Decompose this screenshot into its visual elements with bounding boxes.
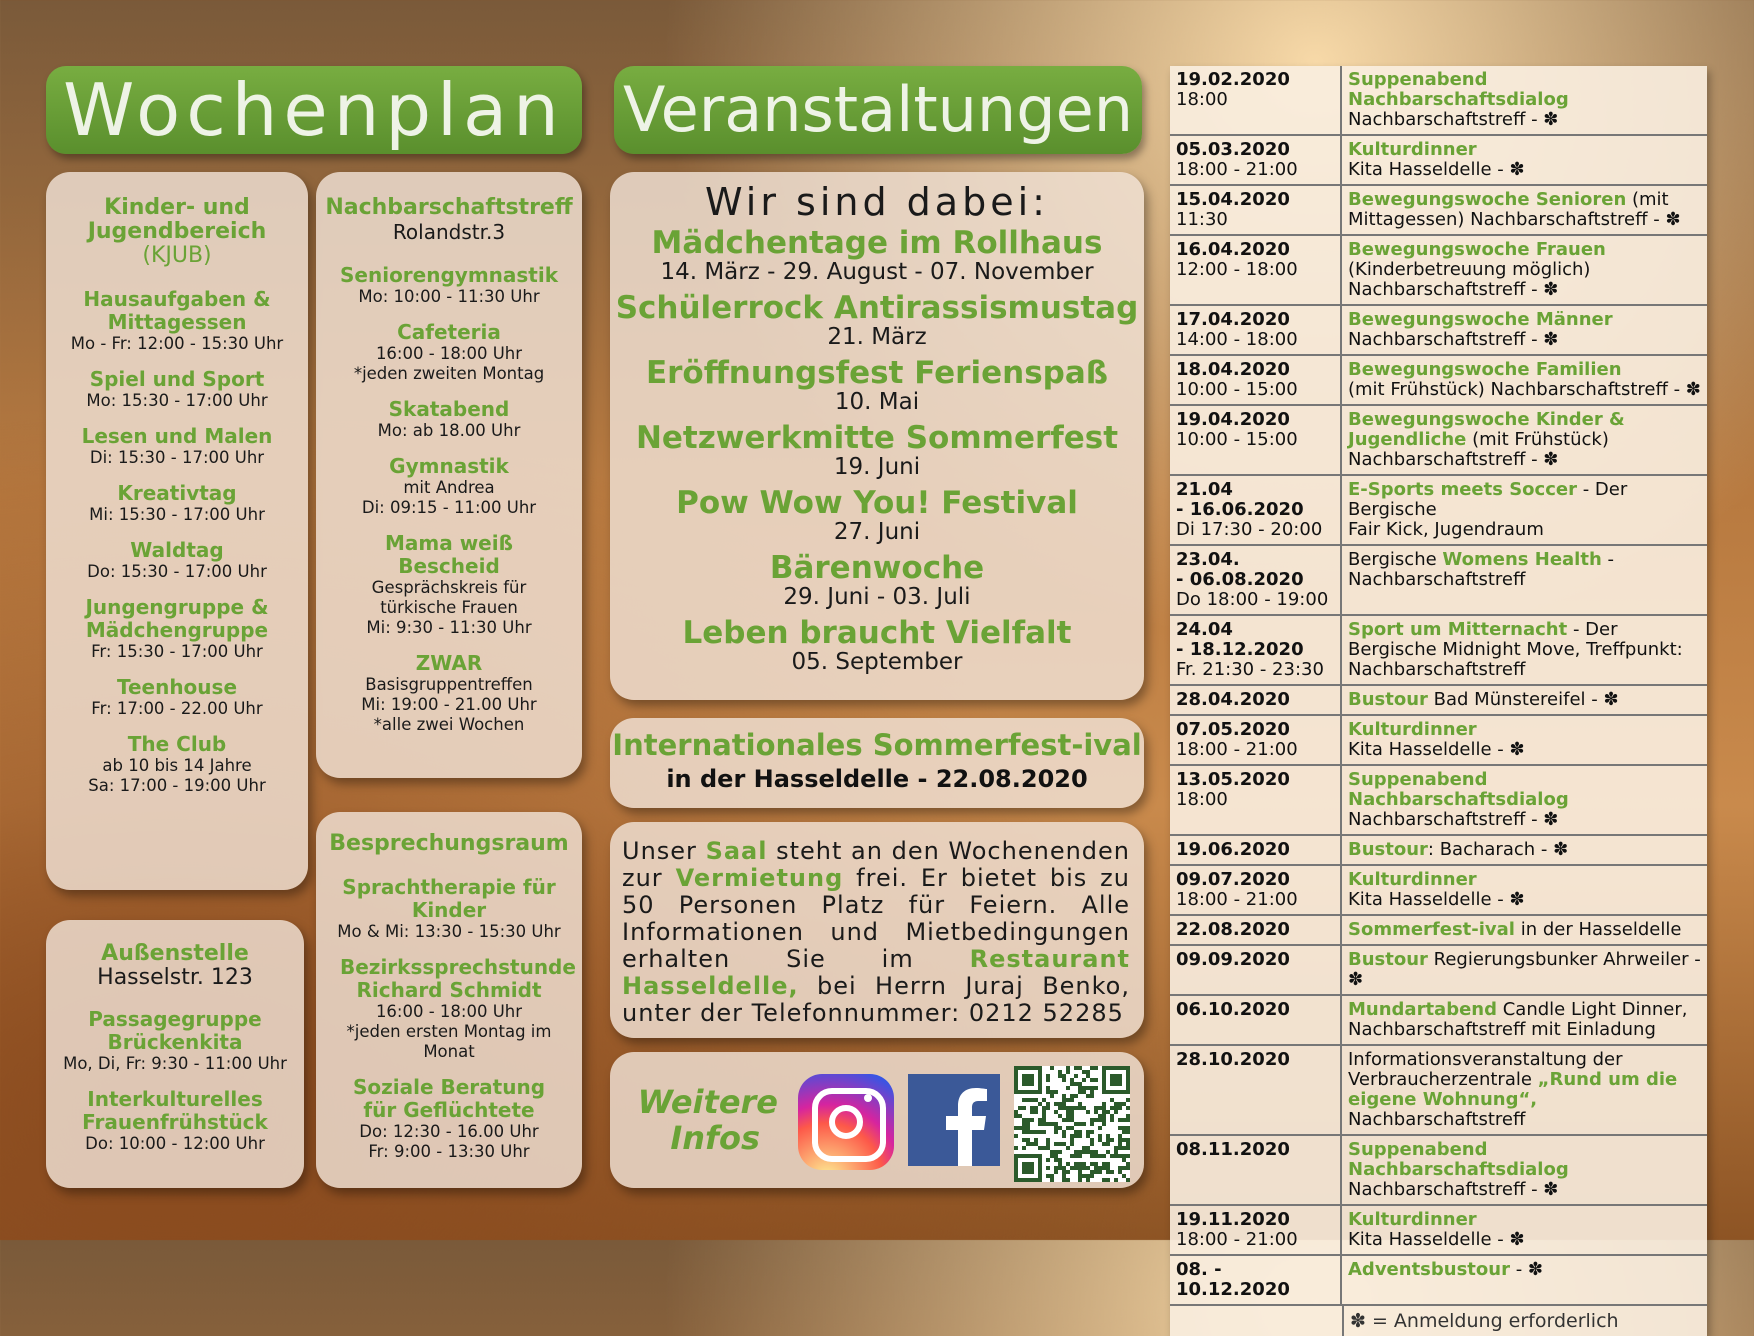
schedule-date-cell bbox=[1170, 186, 1342, 234]
schedule-date: 08.11.2020 bbox=[1176, 1139, 1290, 1160]
block-detail: Di: 09:15 - 11:00 Uhr bbox=[361, 498, 537, 517]
block-detail: Fr: 9:00 - 13:30 Uhr bbox=[368, 1142, 530, 1161]
schedule-date-cell bbox=[1170, 946, 1342, 994]
schedule-event-name: Bewegungswoche Frauen bbox=[1348, 239, 1606, 260]
schedule-block bbox=[316, 532, 582, 638]
schedule-event-cell bbox=[1342, 716, 1707, 764]
wochenplan-header: Wochenplan bbox=[46, 66, 582, 154]
schedule-date-cell bbox=[1170, 1136, 1342, 1204]
schedule-event-prefix: Bergische bbox=[1348, 549, 1443, 570]
instagram-icon[interactable] bbox=[798, 1074, 894, 1170]
infos-line2: Infos bbox=[670, 1119, 760, 1157]
block-detail: ab 10 bis 14 Jahre bbox=[102, 756, 252, 775]
schedule-event-cell bbox=[1342, 186, 1707, 234]
schedule-event-name: Suppenabend Nachbarschaftsdialog bbox=[1348, 69, 1569, 110]
schedule-event-name: E-Sports meets Soccer bbox=[1348, 479, 1577, 500]
schedule-event-cell bbox=[1342, 946, 1707, 994]
schedule-date: 16.04.2020 bbox=[1176, 239, 1290, 260]
schedule-row bbox=[1170, 136, 1707, 186]
schedule-block bbox=[46, 733, 308, 796]
schedule-date: 28.04.2020 bbox=[1176, 689, 1290, 710]
block-title: Interkulturelles Frauenfrühstück bbox=[82, 1087, 268, 1134]
schedule-time: 18:00 - 21:00 bbox=[1176, 159, 1298, 180]
block-detail: *alle zwei Wochen bbox=[373, 715, 525, 734]
schedule-date: 07.05.2020 bbox=[1176, 719, 1290, 740]
schedule-row bbox=[1170, 406, 1707, 476]
saal-panel bbox=[610, 822, 1144, 1038]
schedule-row bbox=[1170, 836, 1707, 866]
schedule-date-cell bbox=[1170, 406, 1342, 474]
schedule-block bbox=[46, 676, 308, 719]
schedule-event-name: Suppenabend Nachbarschaftsdialog bbox=[1348, 1139, 1569, 1180]
schedule-block bbox=[46, 1088, 304, 1154]
schedule-date: 06.10.2020 bbox=[1176, 999, 1290, 1020]
schedule-date-cell bbox=[1170, 996, 1342, 1044]
schedule-event-line2: Nachbarschaftstreff - ✽ bbox=[1348, 109, 1559, 130]
schedule-event-cell bbox=[1342, 406, 1707, 474]
block-detail: Mi: 15:30 - 17:00 Uhr bbox=[89, 505, 265, 524]
schedule-event-rest: Bad Münstereifel - ✽ bbox=[1427, 689, 1619, 710]
nachbarschaftstreff-panel bbox=[316, 172, 582, 778]
saal-text-1: Unser bbox=[622, 837, 697, 865]
schedule-time: 10:00 - 15:00 bbox=[1176, 429, 1298, 450]
block-detail: 16:00 - 18:00 Uhr bbox=[375, 344, 523, 363]
schedule-event-name: „Rund um die eigene Wohnung“, bbox=[1348, 1069, 1678, 1110]
schedule-block bbox=[46, 425, 308, 468]
schedule-event-cell bbox=[1342, 306, 1707, 354]
event-title: Eröffnungsfest Ferienspaß bbox=[645, 355, 1109, 391]
schedule-date: 28.10.2020 bbox=[1176, 1049, 1290, 1070]
schedule-time: 14:00 - 18:00 bbox=[1176, 329, 1298, 350]
block-title: Hausaufgaben & Mittagessen bbox=[83, 287, 271, 334]
schedule-date-cell bbox=[1170, 866, 1342, 914]
schedule-event-name: Sport um Mitternacht bbox=[1348, 619, 1568, 640]
schedule-time: Di 17:30 - 20:00 bbox=[1176, 519, 1323, 540]
block-detail: *jeden zweiten Montag bbox=[353, 364, 545, 383]
schedule-event-name: Kulturdinner bbox=[1348, 719, 1477, 740]
schedule-time: 18:00 bbox=[1176, 789, 1228, 810]
schedule-event-name: Womens Health bbox=[1442, 549, 1602, 570]
schedule-block bbox=[316, 956, 582, 1062]
schedule-event-line2: Nachbarschaftstreff mit Einladung bbox=[1348, 1019, 1656, 1040]
schedule-event-line2: Nachbarschaftstreff - ✽ bbox=[1348, 1179, 1559, 1200]
block-title: Skatabend bbox=[388, 397, 510, 421]
schedule-block bbox=[316, 264, 582, 307]
schedule-event-name: Bewegungswoche Familien bbox=[1348, 359, 1622, 380]
schedule-time: Do 18:00 - 19:00 bbox=[1176, 589, 1329, 610]
block-detail: Mi: 19:00 - 21.00 Uhr bbox=[361, 695, 537, 714]
block-detail: Mo, Di, Fr: 9:30 - 11:00 Uhr bbox=[63, 1054, 287, 1073]
schedule-date-cell bbox=[1170, 686, 1342, 714]
schedule-date: 18.04.2020 bbox=[1176, 359, 1290, 380]
saal-text-3: frei. Er bietet bis zu 50 Personen Platz für Feiern. Alle Informationen und Mietbedingungen erhalten Sie im bbox=[622, 864, 1130, 973]
schedule-row bbox=[1170, 1206, 1707, 1256]
schedule-block bbox=[316, 398, 582, 441]
schedule-event-name: Bewegungswoche Männer bbox=[1348, 309, 1613, 330]
schedule-date: 05.03.2020 bbox=[1176, 139, 1290, 160]
schedule-date-cell bbox=[1170, 766, 1342, 834]
block-title: Seniorengymnastik bbox=[340, 263, 559, 287]
block-title: Jungengruppe & Mädchengruppe bbox=[85, 595, 269, 642]
sommerfest-subtitle: in der Hasseldelle - 22.08.2020 bbox=[666, 765, 1088, 793]
schedule-time: 11:30 bbox=[1176, 209, 1228, 230]
nachbarschaftstreff-address: Rolandstr.3 bbox=[392, 220, 506, 244]
block-title: Gymnastik bbox=[389, 454, 509, 478]
schedule-event-cell bbox=[1342, 236, 1707, 304]
schedule-event-rest: Nachbarschaftstreff bbox=[1348, 1109, 1526, 1130]
block-title: Kreativtag bbox=[117, 481, 237, 505]
schedule-event-line2: Kita Hasseldelle - ✽ bbox=[1348, 739, 1525, 760]
schedule-date: 13.05.2020 bbox=[1176, 769, 1290, 790]
event-date: 19. Juni bbox=[833, 454, 921, 480]
schedule-event-line2: Bergische Midnight Move, Treffpunkt: bbox=[1348, 639, 1683, 660]
schedule-row bbox=[1170, 616, 1707, 686]
schedule-event-name: Bewegungswoche Senioren bbox=[1348, 189, 1627, 210]
block-detail: Sa: 17:00 - 19:00 Uhr bbox=[88, 776, 266, 795]
block-detail: Do: 15:30 - 17:00 Uhr bbox=[87, 562, 267, 581]
schedule-event-cell bbox=[1342, 1136, 1707, 1204]
schedule-block bbox=[316, 321, 582, 384]
schedule-block bbox=[46, 368, 308, 411]
schedule-date-end: - 18.12.2020 bbox=[1176, 639, 1304, 660]
besprechungsraum-title: Besprechungsraum bbox=[329, 831, 569, 856]
schedule-event-cell bbox=[1342, 686, 1707, 714]
block-detail: Mo & Mi: 13:30 - 15:30 Uhr bbox=[337, 922, 561, 941]
schedule-event-rest: (mit bbox=[1626, 189, 1669, 210]
events-panel bbox=[610, 172, 1144, 700]
block-title: Lesen und Malen bbox=[81, 424, 273, 448]
saal-text-4: bei Herrn Juraj Benko, unter der Telefonnummer: 0212 52285 bbox=[622, 972, 1130, 1027]
schedule-block bbox=[46, 1008, 304, 1074]
schedule-date: 09.09.2020 bbox=[1176, 949, 1290, 970]
block-detail: *jeden ersten Montag im Monat bbox=[346, 1022, 552, 1061]
schedule-event-name: Kulturdinner bbox=[1348, 1209, 1477, 1230]
schedule-row bbox=[1170, 766, 1707, 836]
schedule-event-rest: Candle Light Dinner, bbox=[1497, 999, 1688, 1020]
schedule-row bbox=[1170, 1136, 1707, 1206]
schedule-date-end: - 06.08.2020 bbox=[1176, 569, 1304, 590]
event-date: 05. September bbox=[791, 649, 963, 675]
schedule-date: 21.04 bbox=[1176, 479, 1233, 500]
schedule-event-name: Bustour bbox=[1348, 839, 1428, 860]
schedule-event-cell bbox=[1342, 136, 1707, 184]
schedule-event-rest: - Der bbox=[1567, 619, 1618, 640]
kjub-panel bbox=[46, 172, 308, 890]
schedule-event-cell bbox=[1342, 616, 1707, 684]
schedule-event-cell bbox=[1342, 916, 1707, 944]
schedule-row bbox=[1170, 946, 1707, 996]
infos-line1: Weitere bbox=[637, 1083, 778, 1121]
schedule-event-line2: Nachbarschaftstreff - ✽ bbox=[1348, 329, 1559, 350]
schedule-time: 18:00 - 21:00 bbox=[1176, 739, 1298, 760]
sommerfest-title: Internationales Sommerfest-ival bbox=[612, 728, 1142, 762]
schedule-date-cell bbox=[1170, 616, 1342, 684]
block-title: Sprachtherapie für Kinder bbox=[342, 875, 556, 922]
event-date: 29. Juni - 03. Juli bbox=[783, 584, 971, 610]
block-title: Spiel und Sport bbox=[89, 367, 265, 391]
schedule-event-cell bbox=[1342, 1046, 1707, 1134]
schedule-event-line2: Kita Hasseldelle - ✽ bbox=[1348, 889, 1525, 910]
block-detail: Mo: 15:30 - 17:00 Uhr bbox=[86, 391, 268, 410]
schedule-event-cell bbox=[1342, 1206, 1707, 1254]
schedule-date: 24.04 bbox=[1176, 619, 1233, 640]
schedule-event-cell bbox=[1342, 546, 1707, 614]
schedule-event-name: Kulturdinner bbox=[1348, 869, 1477, 890]
schedule-event-rest: Regierungsbunker Ahrweiler - ✽ bbox=[1348, 949, 1701, 990]
schedule-event-rest: - Der Bergische bbox=[1348, 479, 1628, 520]
schedule-date: 19.06.2020 bbox=[1176, 839, 1290, 860]
block-detail: Basisgruppentreffen bbox=[365, 675, 533, 694]
schedule-event-name: Sommerfest-ival bbox=[1348, 919, 1515, 940]
schedule-date-cell bbox=[1170, 66, 1342, 134]
schedule-event-line2: (Kinderbetreuung möglich) bbox=[1348, 259, 1591, 280]
schedule-event-line2: Nachbarschaftstreff bbox=[1348, 569, 1526, 590]
block-title: Passagegruppe Brückenkita bbox=[88, 1007, 262, 1054]
schedule-event-line2: Kita Hasseldelle - ✽ bbox=[1348, 159, 1525, 180]
registration-legend: ✽ = Anmeldung erforderlich bbox=[1350, 1310, 1619, 1332]
saal-text-2: steht an den Wochenenden zur bbox=[622, 837, 1131, 892]
schedule-event-name: Bustour bbox=[1348, 949, 1428, 970]
block-title: Teenhouse bbox=[116, 675, 238, 699]
schedule-date-cell bbox=[1170, 836, 1342, 864]
aussenstelle-address: Hasselstr. 123 bbox=[97, 965, 253, 990]
schedule-event-name: Bewegungswoche Kinder & Jugendliche bbox=[1348, 409, 1625, 450]
schedule-date: 09.07.2020 bbox=[1176, 869, 1290, 890]
block-title: Mama weiß Bescheid bbox=[385, 531, 513, 578]
schedule-event-line3: Nachbarschaftstreff bbox=[1348, 659, 1526, 680]
schedule-event-cell bbox=[1342, 66, 1707, 134]
nachbarschaftstreff-title: Nachbarschaftstreff bbox=[325, 195, 573, 220]
block-detail: Mo: 10:00 - 11:30 Uhr bbox=[358, 287, 540, 306]
schedule-date-cell bbox=[1170, 546, 1342, 614]
schedule-date-cell bbox=[1170, 306, 1342, 354]
event-date: 21. März bbox=[827, 324, 927, 350]
schedule-row bbox=[1170, 236, 1707, 306]
schedule-event-line2: Mittagessen) Nachbarschaftstreff - ✽ bbox=[1348, 209, 1681, 230]
schedule-event-cell bbox=[1342, 996, 1707, 1044]
block-detail: Di: 15:30 - 17:00 Uhr bbox=[89, 448, 265, 467]
block-detail: Do: 10:00 - 12:00 Uhr bbox=[85, 1134, 265, 1153]
schedule-date: 23.04. bbox=[1176, 549, 1240, 570]
event-date: 14. März - 29. August - 07. November bbox=[660, 259, 1094, 285]
event-title: Leben braucht Vielfalt bbox=[682, 615, 1072, 651]
schedule-date: 19.04.2020 bbox=[1176, 409, 1290, 430]
schedule-event-name: Suppenabend Nachbarschaftsdialog bbox=[1348, 769, 1569, 810]
event-date: 10. Mai bbox=[834, 389, 920, 415]
event-title: Mädchentage im Rollhaus bbox=[651, 225, 1103, 261]
schedule-event-cell bbox=[1342, 476, 1707, 544]
schedule-date: 22.08.2020 bbox=[1176, 919, 1290, 940]
schedule-row bbox=[1170, 866, 1707, 916]
schedule-block bbox=[316, 652, 582, 735]
aussenstelle-title: Außenstelle bbox=[101, 941, 249, 966]
block-detail: Do: 12:30 - 16.00 Uhr bbox=[359, 1122, 539, 1141]
block-title: Bezirkssprechstunde Richard Schmidt bbox=[340, 955, 576, 1002]
schedule-row bbox=[1170, 356, 1707, 406]
schedule-time: 12:00 - 18:00 bbox=[1176, 259, 1298, 280]
block-detail: Mi: 9:30 - 11:30 Uhr bbox=[366, 618, 532, 637]
schedule-time: 18:00 - 21:00 bbox=[1176, 1229, 1298, 1250]
schedule-date: 15.04.2020 bbox=[1176, 189, 1290, 210]
block-title: Soziale Beratung für Geflüchtete bbox=[352, 1075, 546, 1122]
schedule-event-prefix: Informationsveranstaltung der Verbraucherzentrale bbox=[1348, 1049, 1623, 1090]
event-title: Schülerrock Antirassismustag bbox=[615, 290, 1139, 326]
schedule-block bbox=[46, 482, 308, 525]
block-detail: Mo - Fr: 12:00 - 15:30 Uhr bbox=[70, 334, 284, 353]
vermietung-highlight: Vermietung bbox=[675, 864, 844, 892]
besprechungsraum-panel bbox=[316, 812, 582, 1188]
schedule-event-name: Bustour bbox=[1348, 689, 1428, 710]
schedule-row bbox=[1170, 306, 1707, 356]
facebook-icon[interactable] bbox=[908, 1074, 1000, 1166]
weitere-infos-label bbox=[628, 1084, 778, 1156]
schedule-row bbox=[1170, 716, 1707, 766]
schedule-date-cell bbox=[1170, 136, 1342, 184]
schedule-row bbox=[1170, 916, 1707, 946]
event-date: 27. Juni bbox=[833, 519, 921, 545]
schedule-date-cell bbox=[1170, 1046, 1342, 1134]
veranstaltungen-header: Veranstaltungen bbox=[614, 66, 1142, 154]
schedule-date-cell bbox=[1170, 1256, 1342, 1304]
sommerfest-panel bbox=[610, 718, 1144, 808]
event-title: Pow Wow You! Festival bbox=[676, 485, 1078, 521]
schedule-event-rest: in der Hasseldelle bbox=[1514, 919, 1682, 940]
schedule-date-cell bbox=[1170, 916, 1342, 944]
block-detail: 16:00 - 18:00 Uhr bbox=[375, 1002, 523, 1021]
schedule-date: 19.11.2020 bbox=[1176, 1209, 1290, 1230]
schedule-time: 18:00 - 21:00 bbox=[1176, 889, 1298, 910]
schedule-event-line2: Nachbarschaftstreff - ✽ bbox=[1348, 809, 1559, 830]
schedule-event-cell bbox=[1342, 866, 1707, 914]
schedule-event-name: Adventsbustour bbox=[1348, 1259, 1510, 1280]
schedule-event-rest: (mit Frühstück) bbox=[1466, 429, 1609, 450]
schedule-block bbox=[316, 1076, 582, 1162]
schedule-event-name: Mundartabend bbox=[1348, 999, 1497, 1020]
block-title: Waldtag bbox=[130, 538, 224, 562]
event-title: Netzwerkmitte Sommerfest bbox=[635, 420, 1119, 456]
saal-highlight: Saal bbox=[705, 837, 768, 865]
schedule-date-cell bbox=[1170, 236, 1342, 304]
block-title: ZWAR bbox=[415, 651, 483, 675]
aussenstelle-panel bbox=[46, 920, 304, 1188]
schedule-block bbox=[316, 455, 582, 518]
schedule-date-cell bbox=[1170, 356, 1342, 404]
schedule-row bbox=[1170, 1256, 1707, 1306]
schedule-row bbox=[1170, 546, 1707, 616]
schedule-event-line2: Nachbarschaftstreff - ✽ bbox=[1348, 449, 1559, 470]
schedule-time: Fr. 21:30 - 23:30 bbox=[1176, 659, 1324, 680]
events-heading: Wir sind dabei: bbox=[705, 180, 1049, 224]
schedule-event-line2: Kita Hasseldelle - ✽ bbox=[1348, 1229, 1525, 1250]
schedule-block bbox=[46, 288, 308, 354]
schedule-block bbox=[46, 596, 308, 662]
block-detail: mit Andrea bbox=[403, 478, 495, 497]
schedule-row bbox=[1170, 476, 1707, 546]
schedule-event-line2: (mit Frühstück) Nachbarschaftstreff - ✽ bbox=[1348, 379, 1701, 400]
schedule-event-rest: - bbox=[1601, 549, 1614, 570]
schedule-block bbox=[46, 539, 308, 582]
qr-code[interactable] bbox=[1014, 1066, 1130, 1182]
schedule-row bbox=[1170, 1046, 1707, 1136]
schedule-row bbox=[1170, 186, 1707, 236]
schedule-time: 18:00 bbox=[1176, 89, 1228, 110]
block-detail: Mo: ab 18.00 Uhr bbox=[377, 421, 521, 440]
schedule-date: 19.02.2020 bbox=[1176, 69, 1290, 90]
schedule-time: 10:00 - 15:00 bbox=[1176, 379, 1298, 400]
schedule-date-end: - 16.06.2020 bbox=[1176, 499, 1304, 520]
kjub-abbr: (KJUB) bbox=[142, 243, 212, 268]
event-title: Bärenwoche bbox=[769, 550, 985, 586]
schedule-event-cell bbox=[1342, 356, 1707, 404]
schedule-event-cell bbox=[1342, 766, 1707, 834]
schedule-block bbox=[316, 876, 582, 942]
infos-panel bbox=[610, 1052, 1144, 1188]
schedule-event-rest: - ✽ bbox=[1509, 1259, 1543, 1280]
block-detail: Gesprächskreis für türkische Frauen bbox=[371, 578, 527, 617]
schedule-event-cell bbox=[1342, 1256, 1707, 1304]
schedule-date-cell bbox=[1170, 1206, 1342, 1254]
schedule-row bbox=[1170, 686, 1707, 716]
block-detail: Fr: 15:30 - 17:00 Uhr bbox=[91, 642, 263, 661]
schedule-row bbox=[1170, 996, 1707, 1046]
schedule-date-cell bbox=[1170, 476, 1342, 544]
schedule-date: 17.04.2020 bbox=[1176, 309, 1290, 330]
schedule-event-line3: Nachbarschaftstreff - ✽ bbox=[1348, 279, 1559, 300]
schedule-event-line2: Fair Kick, Jugendraum bbox=[1348, 519, 1544, 540]
schedule-table bbox=[1170, 66, 1707, 1336]
restaurant-highlight: Restaurant Hasseldelle, bbox=[622, 945, 1130, 1000]
schedule-date-cell bbox=[1170, 716, 1342, 764]
schedule-row bbox=[1170, 66, 1707, 136]
kjub-title: Kinder- und Jugendbereich bbox=[87, 195, 267, 244]
schedule-event-rest: : Bacharach - ✽ bbox=[1427, 839, 1569, 860]
block-title: The Club bbox=[127, 732, 227, 756]
schedule-event-name: Kulturdinner bbox=[1348, 139, 1477, 160]
schedule-date: 08. - 10.12.2020 bbox=[1176, 1259, 1290, 1300]
schedule-event-cell bbox=[1342, 836, 1707, 864]
block-detail: Fr: 17:00 - 22.00 Uhr bbox=[91, 699, 263, 718]
block-title: Cafeteria bbox=[397, 320, 501, 344]
